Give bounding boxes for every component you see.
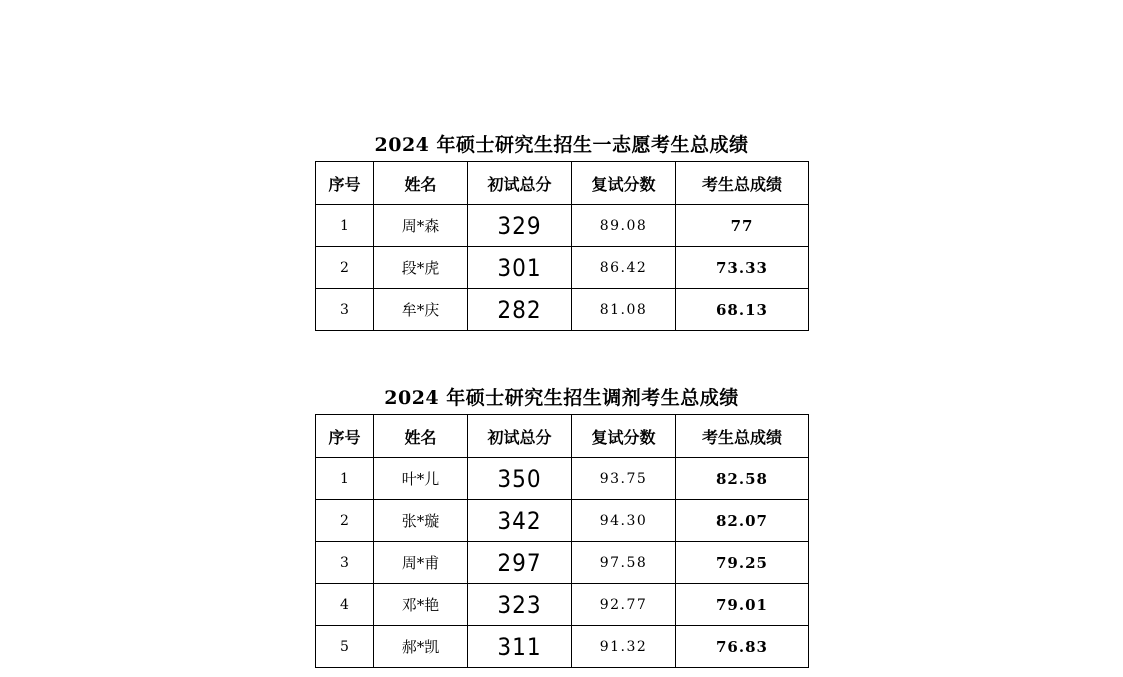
- table-row: [316, 458, 809, 500]
- first-choice-title: 2024 年硕士研究生招生一志愿考生总成绩: [374, 134, 749, 156]
- table-row: [316, 500, 809, 542]
- table-row: [316, 584, 809, 626]
- cell-seq: 3: [316, 289, 374, 331]
- cell-seq: 5: [316, 626, 374, 668]
- adjustment-table: [315, 414, 809, 668]
- header-prelim-score: 初试总分: [468, 415, 572, 458]
- table-row: [316, 205, 809, 247]
- header-total-score: 考生总成绩: [676, 415, 809, 458]
- table-header-row: [316, 415, 809, 458]
- cell-name: 郝*凯: [374, 626, 468, 668]
- cell-prelim-score: 301: [468, 247, 572, 289]
- header-seq: 序号: [316, 162, 374, 205]
- cell-prelim-score: 342: [468, 500, 572, 542]
- cell-prelim-score: 350: [468, 458, 572, 500]
- cell-name: 周*甫: [374, 542, 468, 584]
- cell-total-score: 82.07: [676, 500, 809, 542]
- cell-total-score: 82.58: [676, 458, 809, 500]
- cell-retest-score: 93.75: [572, 458, 676, 500]
- cell-retest-score: 86.42: [572, 247, 676, 289]
- table-row: [316, 289, 809, 331]
- header-prelim-score: 初试总分: [468, 162, 572, 205]
- cell-name: 张*璇: [374, 500, 468, 542]
- cell-name: 周*森: [374, 205, 468, 247]
- table-row: [316, 247, 809, 289]
- cell-retest-score: 81.08: [572, 289, 676, 331]
- cell-retest-score: 97.58: [572, 542, 676, 584]
- cell-seq: 3: [316, 542, 374, 584]
- cell-retest-score: 91.32: [572, 626, 676, 668]
- cell-seq: 1: [316, 205, 374, 247]
- cell-name: 牟*庆: [374, 289, 468, 331]
- adjustment-title: 2024 年硕士研究生招生调剂考生总成绩: [384, 387, 739, 409]
- cell-prelim-score: 311: [468, 626, 572, 668]
- header-retest-score: 复试分数: [572, 162, 676, 205]
- cell-prelim-score: 297: [468, 542, 572, 584]
- cell-seq: 4: [316, 584, 374, 626]
- cell-retest-score: 92.77: [572, 584, 676, 626]
- cell-seq: 2: [316, 247, 374, 289]
- cell-retest-score: 94.30: [572, 500, 676, 542]
- cell-prelim-score: 329: [468, 205, 572, 247]
- cell-total-score: 68.13: [676, 289, 809, 331]
- cell-total-score: 76.83: [676, 626, 809, 668]
- header-retest-score: 复试分数: [572, 415, 676, 458]
- cell-total-score: 73.33: [676, 247, 809, 289]
- cell-name: 段*虎: [374, 247, 468, 289]
- table-row: [316, 542, 809, 584]
- header-total-score: 考生总成绩: [676, 162, 809, 205]
- cell-name: 叶*儿: [374, 458, 468, 500]
- header-name: 姓名: [374, 162, 468, 205]
- cell-prelim-score: 323: [468, 584, 572, 626]
- cell-seq: 1: [316, 458, 374, 500]
- cell-total-score: 77: [676, 205, 809, 247]
- cell-prelim-score: 282: [468, 289, 572, 331]
- table-row: [316, 626, 809, 668]
- table-header-row: [316, 162, 809, 205]
- cell-name: 邓*艳: [374, 584, 468, 626]
- cell-total-score: 79.01: [676, 584, 809, 626]
- header-name: 姓名: [374, 415, 468, 458]
- header-seq: 序号: [316, 415, 374, 458]
- cell-seq: 2: [316, 500, 374, 542]
- cell-total-score: 79.25: [676, 542, 809, 584]
- cell-retest-score: 89.08: [572, 205, 676, 247]
- first-choice-table: [315, 161, 809, 331]
